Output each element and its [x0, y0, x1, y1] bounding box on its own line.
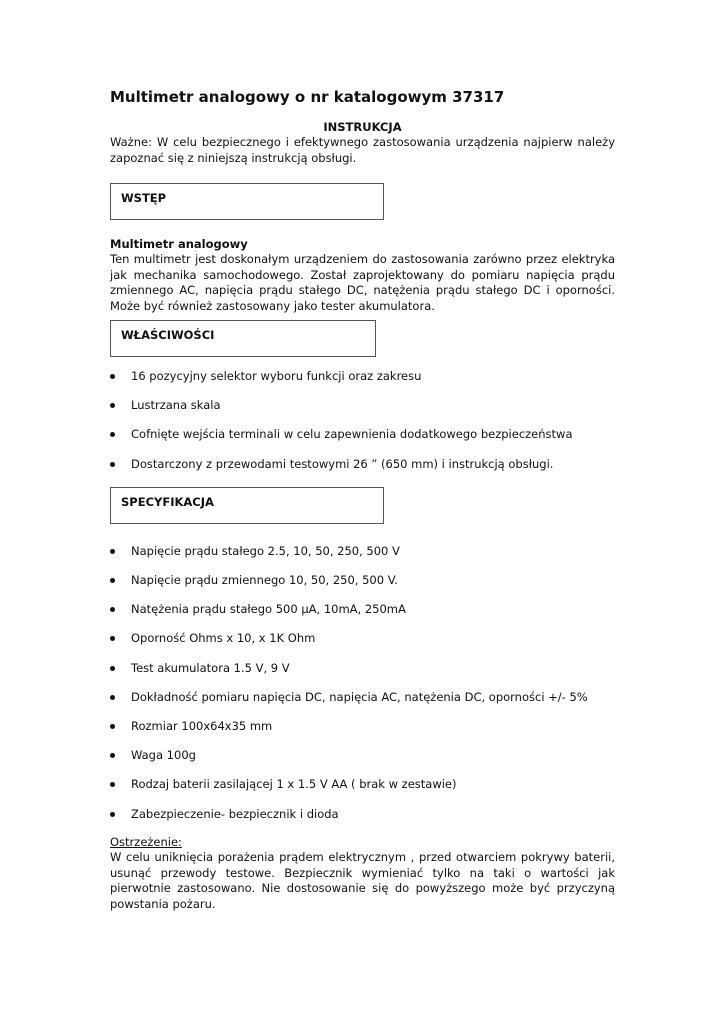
- bullet-icon: [110, 636, 115, 641]
- instructions-heading: INSTRUKCJA: [323, 120, 402, 134]
- bullet-icon: [110, 782, 115, 787]
- list-item-text: Test akumulatora 1.5 V, 9 V: [131, 661, 290, 675]
- section-box-features: [110, 320, 376, 357]
- list-item-text: 16 pozycyjny selektor wyboru funkcji oraz zakresu: [131, 369, 422, 383]
- list-item-text: Zabezpieczenie- bezpiecznik i dioda: [131, 807, 339, 821]
- bullet-icon: [110, 432, 115, 437]
- bullet-icon: [110, 374, 115, 379]
- list-item-text: Dokładność pomiaru napięcia DC, napięcia AC, natężenia DC, oporności +/- 5%: [131, 690, 588, 704]
- document-title: Multimetr analogowy o nr katalogowym 37317: [110, 88, 505, 106]
- section-label-specs: SPECYFIKACJA: [121, 495, 214, 509]
- bullet-icon: [110, 549, 115, 554]
- section-label-features: WŁAŚCIWOŚCI: [121, 328, 215, 342]
- intro-text: Ten multimetr jest doskonałym urządzeniem do zastosowania zarówno przez elektryka jak mechanika samochodowego. Został zaprojektowany do pomiaru napięcia prądu zmiennego AC, napięcia prądu stałego DC, natężenia prądu stałego DC i oporności. Może być również zastosowany jako tester akumulatora.: [110, 252, 615, 313]
- list-item-text: Rodzaj baterii zasilającej 1 x 1.5 V AA ( brak w zestawie): [131, 777, 457, 791]
- bullet-icon: [110, 462, 115, 467]
- section-box-intro: [110, 183, 384, 220]
- section-box-specs: [110, 487, 384, 524]
- bullet-icon: [110, 753, 115, 758]
- list-item-text: Cofnięte wejścia terminali w celu zapewnienia dodatkowego bezpieczeństwa: [131, 427, 573, 441]
- warning-text: W celu uniknięcia porażenia prądem elektrycznym , przed otwarciem pokrywy baterii, usunąć przewody testowe. Bezpiecznik wymieniać tylko na taki o wartości jak pierwotnie zastosowano. Nie dostosowanie się do powyższego może być przyczyną powstania pożaru.: [110, 850, 615, 911]
- list-item-text: Natężenia prądu stałego 500 μA, 10mA, 250mA: [131, 602, 406, 616]
- list-item-text: Rozmiar 100x64x35 mm: [131, 719, 273, 733]
- bullet-icon: [110, 578, 115, 583]
- bullet-icon: [110, 403, 115, 408]
- bullet-icon: [110, 724, 115, 729]
- bullet-icon: [110, 812, 115, 817]
- list-item-text: Napięcie prądu zmiennego 10, 50, 250, 500 V.: [131, 573, 398, 587]
- intro-subheading: Multimetr analogowy: [110, 237, 248, 251]
- bullet-icon: [110, 607, 115, 612]
- instructions-notice: Ważne: W celu bezpiecznego i efektywnego zastosowania urządzenia najpierw należy zapoznać się z niniejszą instrukcją obsługi.: [110, 135, 615, 165]
- bullet-icon: [110, 666, 115, 671]
- list-item-text: Waga 100g: [131, 748, 196, 762]
- section-label-intro: WSTĘP: [121, 191, 167, 205]
- warning-heading: Ostrzeżenie:: [110, 835, 182, 849]
- bullet-icon: [110, 695, 115, 700]
- list-item-text: Dostarczony z przewodami testowymi 26 ” (650 mm) i instrukcją obsługi.: [131, 457, 554, 471]
- list-item-text: Napięcie prądu stałego 2.5, 10, 50, 250, 500 V: [131, 544, 400, 558]
- list-item-text: Lustrzana skala: [131, 398, 221, 412]
- list-item-text: Oporność Ohms x 10, x 1K Ohm: [131, 631, 316, 645]
